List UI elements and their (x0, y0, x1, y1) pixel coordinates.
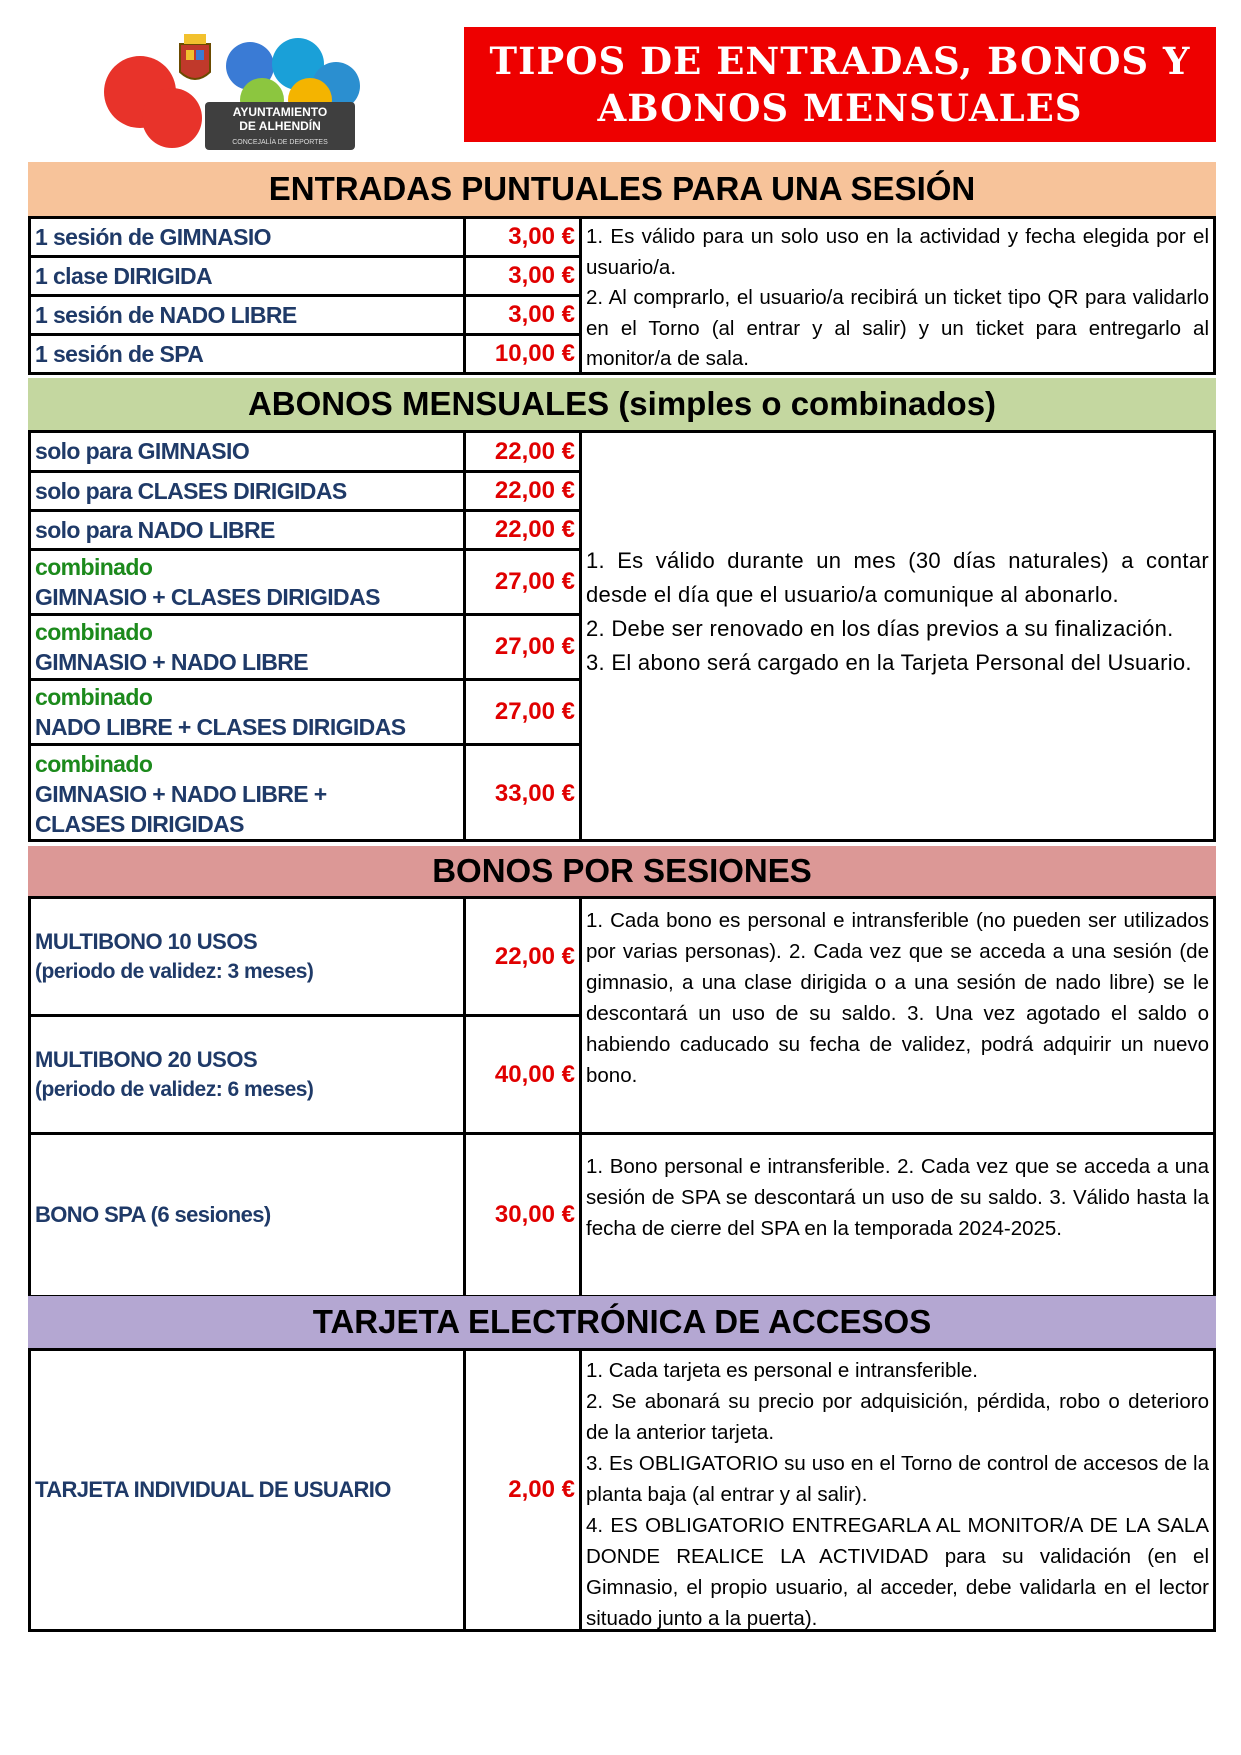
tarjeta-desc-3: 3. Es OBLIGATORIO su uso en el Torno de control de accesos de la planta baja (al entrar y al salir). (586, 1452, 1209, 1506)
tarjeta-table (28, 1348, 1216, 1632)
entradas-row-label: 1 sesión de NADO LIBRE (31, 297, 463, 336)
combo-label: NADO LIBRE + CLASES DIRIGIDAS (35, 714, 406, 740)
bonos-row-label: BONO SPA (6 sesiones) (35, 1202, 271, 1227)
entradas-table (28, 216, 1216, 375)
abonos-row-price: 22,00 € (466, 473, 579, 512)
bonos-title: BONOS POR SESIONES (28, 846, 1216, 896)
abonos-section (28, 378, 1216, 842)
abonos-row-combo (31, 746, 463, 842)
page-title (464, 27, 1216, 142)
coat-of-arms-icon (180, 34, 210, 79)
entradas-row-label: 1 sesión de GIMNASIO (31, 219, 463, 258)
entradas-desc-1: 1. Es válido para un solo uso en la actividad y fecha elegida por el usuario/a. (586, 225, 1209, 279)
abonos-desc-1: 1. Es válido durante un mes (30 días naturales) a contar desde el día que el usuario/a comunique al abonarlo. (586, 548, 1209, 607)
abonos-row-combo (31, 551, 463, 616)
title-line-1: TIPOS DE ENTRADAS, BONOS Y (489, 38, 1191, 83)
entradas-row-price: 10,00 € (494, 340, 575, 367)
abonos-row-price: 33,00 € (494, 780, 575, 807)
abonos-title: ABONOS MENSUALES (simples o combinados) (28, 378, 1216, 430)
abonos-row-label: solo para NADO LIBRE (31, 512, 463, 551)
bono-label: MULTIBONO 10 USOS (35, 928, 258, 954)
tarjeta-desc-2: 2. Se abonará su precio por adquisición, pérdida, robo o deterioro de la anterior tarjeta. (586, 1390, 1209, 1444)
bono-label: MULTIBONO 20 USOS (35, 1046, 258, 1072)
abonos-description (582, 433, 1213, 839)
entradas-row-label: 1 clase DIRIGIDA (31, 258, 463, 297)
bonos-desc-multi: 1. Cada bono es personal e intransferible (no pueden ser utilizados por varias personas). 2. Cada vez que se acceda a una sesión (de gimnasio, a una clase dirigida o a una sesión de nado libre) se le descontará un uso de su saldo. 3. Una vez agotado el saldo o habiendo caducado su fecha de validez, podrá adquirir un nuevo bono. (582, 899, 1213, 1135)
combo-label: GIMNASIO + NADO LIBRE (35, 649, 309, 675)
combo-label: GIMNASIO + NADO LIBRE + (35, 781, 327, 807)
tarjeta-desc-1: 1. Cada tarjeta es personal e intransferible. (586, 1359, 979, 1382)
bonos-description (582, 899, 1213, 1295)
logo-text-line3: CONCEJALÍA DE DEPORTES (232, 139, 328, 146)
abonos-row-combo (31, 616, 463, 681)
entradas-row-label: 1 sesión de SPA (35, 340, 204, 367)
bonos-row-price: 22,00 € (466, 899, 579, 1017)
bono-sublabel: (periodo de validez: 3 meses) (35, 959, 314, 983)
bonos-section (28, 846, 1216, 1298)
logo-text-line2: DE ALHENDÍN (239, 119, 321, 133)
abonos-row-price: 27,00 € (466, 681, 579, 746)
entradas-description (582, 219, 1213, 372)
bonos-row-price: 30,00 € (494, 1201, 575, 1228)
combo-tag: combinado (35, 684, 153, 710)
abonos-row-price: 22,00 € (466, 512, 579, 551)
tarjeta-section (28, 1296, 1216, 1632)
sports-circles-icon (100, 34, 400, 152)
entradas-row-price: 3,00 € (466, 219, 579, 258)
entradas-row-price: 3,00 € (466, 297, 579, 336)
combo-label-2: CLASES DIRIGIDAS (35, 811, 244, 837)
entradas-section (28, 162, 1216, 375)
abonos-table (28, 430, 1216, 842)
tarjeta-description (582, 1351, 1213, 1629)
abonos-row-price: 27,00 € (466, 551, 579, 616)
title-line-2: ABONOS MENSUALES (597, 85, 1083, 130)
bonos-row-label (31, 1017, 463, 1135)
entradas-desc-2: 2. Al comprarlo, el usuario/a recibirá un ticket tipo QR para validarlo en el Torno (al entrar y al salir) y un ticket para entregarlo al monitor/a de sala. (586, 286, 1209, 370)
combo-tag: combinado (35, 554, 153, 580)
bonos-desc-spa: 1. Bono personal e intransferible. 2. Cada vez que se acceda a una sesión de SPA se descontará un uso de su saldo. 3. Válido hasta la fecha de cierre del SPA en la temporada 2024-2025. (586, 1155, 1209, 1240)
abonos-desc-2: 2. Debe ser renovado en los días previos a su finalización. (586, 616, 1174, 641)
bono-sublabel: (periodo de validez: 6 meses) (35, 1077, 314, 1101)
combo-label: GIMNASIO + CLASES DIRIGIDAS (35, 584, 380, 610)
tarjeta-label: TARJETA INDIVIDUAL DE USUARIO (35, 1477, 391, 1502)
entradas-title: ENTRADAS PUNTUALES PARA UNA SESIÓN (28, 162, 1216, 216)
tarjeta-title: TARJETA ELECTRÓNICA DE ACCESOS (28, 1296, 1216, 1348)
combo-tag: combinado (35, 751, 153, 777)
abonos-row-label: solo para CLASES DIRIGIDAS (31, 473, 463, 512)
logo-text-line1: AYUNTAMIENTO (232, 105, 328, 119)
tarjeta-price: 2,00 € (508, 1476, 575, 1503)
bonos-row-label (31, 899, 463, 1017)
abonos-row-price: 27,00 € (466, 616, 579, 681)
abonos-row-label: solo para GIMNASIO (31, 433, 463, 473)
ayuntamiento-logo (100, 34, 400, 152)
bonos-table (28, 896, 1216, 1298)
abonos-desc-3: 3. El abono será cargado en la Tarjeta Personal del Usuario. (586, 650, 1192, 675)
bonos-row-price: 40,00 € (466, 1017, 579, 1135)
abonos-row-combo (31, 681, 463, 746)
tarjeta-desc-4: 4. ES OBLIGATORIO ENTREGARLA AL MONITOR/A DE LA SALA DONDE REALICE LA ACTIVIDAD para su validación (en el Gimnasio, el propio usuario, al acceder, debe validarla en el lector situado junto a la puerta). (586, 1514, 1209, 1630)
abonos-row-price: 22,00 € (466, 433, 579, 473)
combo-tag: combinado (35, 619, 153, 645)
entradas-row-price: 3,00 € (466, 258, 579, 297)
